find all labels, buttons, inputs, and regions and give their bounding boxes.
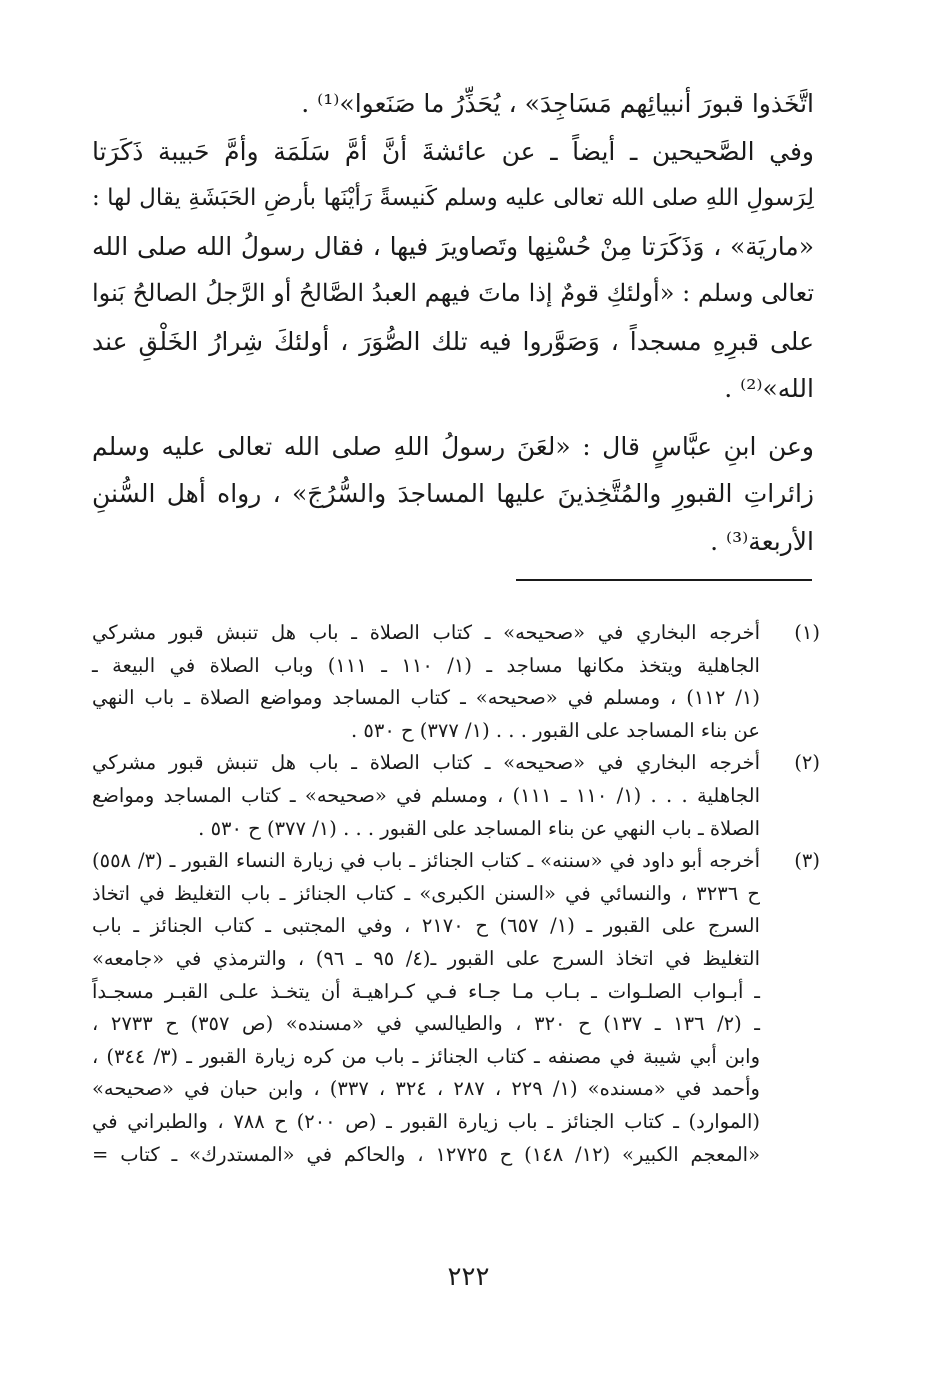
text-line: الله»⁽²⁾ . (724, 374, 814, 403)
footnote-number: (١) (794, 621, 820, 644)
footnote-line: ـ أبـواب الصلـوات ـ بـاب مـا جـاء فـي كـراهيـة أن يتخـذ علـى القبـر مسجـداً (92, 979, 760, 1003)
text-line: الأربعة⁽³⁾ . (710, 526, 814, 556)
footnote-number: (٣) (794, 849, 820, 873)
footnote-line: التغليظ في اتخاذ السرج على القبور ـ(٤/ ٩٥ ـ ٩٦) ، والترمذي في «جامعه» (92, 946, 760, 970)
footnote-line: وأحمد في «مسنده» (١/ ٢٢٩ ، ٢٨٧ ، ٣٢٤ ، ٣٣٧) ، وابن حبان في «صحيحه» (92, 1077, 760, 1101)
footnote-line: ح ٣٢٣٦ ، والنسائي في «السنن الكبرى» ـ كتاب الجنائز ـ باب التغليظ في اتخاذ (92, 881, 760, 905)
footnote-line: الجاهلية ويتخذ مكانها مساجد ـ (١/ ١١٠ ـ ١١١) وباب الصلاة في البيعة ـ (92, 653, 760, 677)
footnote-number: (٢) (794, 751, 820, 775)
footnote-separator (516, 579, 812, 581)
footnote-line: ـ (٢/ ١٣٦ ـ ١٣٧) ح ٣٢٠ ، والطيالسي في «مسنده» (ص ٣٥٧) ح ٢٧٣٣ ، (92, 1012, 760, 1036)
text-line: تعالى وسلم : «أولئكِ قومٌ إذا ماتَ فيهم العبدُ الصَّالحُ أو الرَّجلُ الصالحُ بَنوا (92, 279, 814, 307)
main-text (92, 80, 814, 565)
footnote-line: الصلاة ـ باب النهي عن بناء المساجد على القبور . . . (١/ ٣٧٧) ح ٥٣٠ . (198, 816, 760, 840)
footnote-line: وابن أبي شيبة في مصنفه ـ كتاب الجنائز ـ باب من كره زيارة القبور ـ (٣/ ٣٤٤) ، (92, 1044, 760, 1068)
footnote-line: «المعجم الكبير» (١٢/ ١٤٨) ح ١٢٧٢٥ ، والحاكم في «المستدرك» ـ كتاب = (92, 1142, 761, 1166)
footnote-line: أخرجه أبو داود في «سننه» ـ كتاب الجنائز ـ باب في زيارة النساء القبور ـ (٣/ ٥٥٨) (92, 849, 760, 873)
text-line: زائراتِ القبورِ والمُتَّخِذينَ عليها المساجدَ والسُّرُجَ» ، رواه أهل السُّننِ (92, 479, 814, 508)
footnote-line: عن بناء المساجد على القبور . . . (١/ ٣٧٧) ح ٥٣٠ . (350, 718, 760, 742)
paragraph-gap (92, 413, 814, 423)
text-line: وعن ابنِ عبَّاسٍ قال : «لعَنَ رسولُ اللهِ صلى الله تعالى عليه وسلم (92, 431, 814, 461)
footnote-1 (92, 617, 820, 747)
footnote-3 (92, 845, 820, 1171)
text-line: وفي الصَّحيحين ـ أيضاً ـ عن عائشةَ أنَّ أمَّ سَلَمَة وأمَّ حَبيبة ذَكَرَتا (92, 136, 814, 166)
text-line: اتَّخَذوا قبورَ أنبيائِهم مَسَاجِدَ» ، يُحَذِّرُ ما صَنَعوا»⁽¹⁾ . (301, 89, 814, 118)
footnotes (92, 617, 820, 1171)
footnote-line: السرج على القبور ـ (١/ ٦٥٧) ح ٢١٧٠ ، وفي المجتبى ـ كتاب الجنائز ـ باب (92, 914, 760, 938)
footnote-line: أخرجه البخاري في «صحيحه» ـ كتاب الصلاة ـ باب هل تنبش قبور مشركي (92, 621, 760, 644)
footnote-line: الجاهلية . . . (١/ ١١٠ ـ ١١١) ، ومسلم في «صحيحه» ـ كتاب المساجد ومواضع (92, 783, 760, 807)
text-line: لِرَسولِ اللهِ صلى الله تعالى عليه وسلم كَنيسةً رَأيْنَها بأرضِ الحَبَشَةِ يقال لها : (92, 185, 814, 211)
footnote-line: أخرجه البخاري في «صحيحه» ـ كتاب الصلاة ـ باب هل تنبش قبور مشركي (92, 751, 760, 775)
footnote-line: (١/ ١١٢) ، ومسلم في «صحيحه» ـ كتاب المساجد ومواضع الصلاة ـ باب النهي (92, 686, 760, 710)
page-number: ٢٢٢ (447, 1262, 490, 1292)
footnote-line: (الموارد) ـ كتاب الجنائز ـ باب زيارة القبور ـ (ص ٢٠٠) ح ٧٨٨ ، والطبراني في (92, 1109, 760, 1133)
text-line: على قبرِهِ مسجداً ، وَصَوَّروا فيه تلك الصُّوَرَ ، أولئكَ شِرارُ الخَلْقِ عند (92, 326, 814, 356)
text-line: «ماريَة» ، وَذَكَرَتا مِنْ حُسْنِها وتَصاويرَ فيها ، فقال رسولُ الله صلى الله (92, 231, 814, 261)
footnote-2 (92, 747, 820, 845)
